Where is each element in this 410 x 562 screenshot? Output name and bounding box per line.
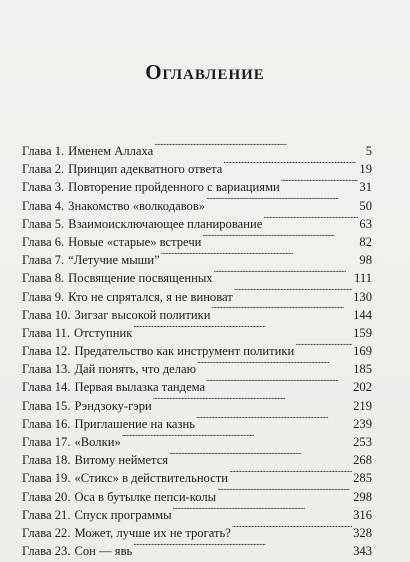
chapter-title: Первая вылазка тандема bbox=[74, 380, 206, 395]
chapter-title: Рэндзоку-гэри bbox=[74, 398, 152, 413]
page-number: 98 bbox=[359, 253, 372, 268]
chapter-number: Глава 11. bbox=[22, 325, 71, 340]
dot-leader bbox=[212, 301, 353, 319]
chapter-number: Глава 2. bbox=[22, 162, 65, 177]
chapter-number: Глава 4. bbox=[22, 198, 65, 213]
page-number: 268 bbox=[353, 453, 372, 468]
chapter-number: Глава 21. bbox=[22, 507, 71, 522]
dot-leader bbox=[161, 246, 359, 264]
chapter-title: Приглашение на казнь bbox=[74, 416, 195, 431]
chapter-title: Зигзаг высокой политики bbox=[74, 307, 211, 322]
page-number: 239 bbox=[353, 416, 372, 431]
chapter-title: “Летучие мыши” bbox=[68, 253, 160, 268]
bleed-through-text bbox=[240, 40, 400, 130]
chapter-number: Глава 7. bbox=[22, 253, 65, 268]
page-number: 111 bbox=[354, 271, 372, 286]
page-number: 159 bbox=[353, 325, 372, 340]
chapter-number: Глава 17. bbox=[22, 435, 71, 449]
page-number: 253 bbox=[353, 435, 372, 449]
dot-leader bbox=[295, 337, 352, 355]
chapter-number: Глава 22. bbox=[22, 525, 71, 540]
dot-leader bbox=[229, 464, 352, 482]
chapter-title: Именем Аллаха bbox=[68, 144, 154, 158]
page-number: 316 bbox=[353, 507, 372, 522]
chapter-number: Глава 12. bbox=[22, 344, 71, 359]
chapter-title: Оса в бутылке пепси-колы bbox=[74, 489, 217, 504]
dot-leader bbox=[153, 392, 352, 410]
chapter-title: Новые «старые» встречи bbox=[68, 234, 202, 249]
dot-leader bbox=[202, 228, 358, 246]
page-number: 328 bbox=[353, 525, 372, 540]
dot-leader bbox=[217, 483, 352, 501]
page-number: 19 bbox=[359, 162, 372, 177]
chapter-title: «Волки» bbox=[74, 435, 121, 449]
chapter-title: Витому неймется bbox=[74, 453, 169, 468]
page-number: 298 bbox=[353, 489, 372, 504]
dot-leader bbox=[173, 501, 353, 519]
dot-leader bbox=[133, 319, 352, 337]
chapter-title: Взаимоисключающее планирование bbox=[68, 216, 263, 231]
page-number: 5 bbox=[365, 144, 372, 158]
chapter-number: Глава 18. bbox=[22, 453, 71, 468]
page-number: 50 bbox=[359, 198, 372, 213]
chapter-title: Посвящение посвященных bbox=[68, 271, 213, 286]
dot-leader bbox=[196, 410, 352, 428]
chapter-title: Знакомство «волкодавов» bbox=[68, 198, 206, 213]
chapter-number: Глава 5. bbox=[22, 216, 65, 231]
dot-leader bbox=[169, 446, 352, 464]
page-number: 63 bbox=[359, 216, 372, 231]
chapter-number: Глава 13. bbox=[22, 362, 71, 377]
chapter-title: Повторение пройденного с вариациями bbox=[68, 180, 280, 195]
dot-leader bbox=[234, 283, 352, 301]
chapter-title: Отступник bbox=[74, 325, 133, 340]
toc-entry bbox=[22, 137, 372, 158]
dot-leader bbox=[214, 264, 353, 282]
chapter-title: «Стикс» в действительности bbox=[74, 471, 228, 486]
chapter-number: Глава 14. bbox=[22, 380, 71, 395]
chapter-number: Глава 19. bbox=[22, 471, 71, 486]
dot-leader bbox=[122, 428, 352, 446]
dot-leader bbox=[197, 355, 352, 373]
chapter-number: Глава 8. bbox=[22, 271, 65, 286]
dot-leader bbox=[154, 137, 364, 155]
page-number: 343 bbox=[353, 544, 372, 559]
page-number: 185 bbox=[353, 362, 372, 377]
dot-leader bbox=[223, 155, 358, 173]
page-title: Оглавление bbox=[145, 60, 265, 84]
dot-leader bbox=[133, 537, 352, 555]
page-number: 130 bbox=[353, 289, 372, 304]
chapter-title: Может, лучше их не трогать? bbox=[74, 525, 231, 540]
chapter-number: Глава 15. bbox=[22, 398, 71, 413]
dot-leader bbox=[281, 173, 359, 191]
chapter-title: Предательство как инструмент политики bbox=[74, 344, 295, 359]
dot-leader bbox=[232, 519, 352, 537]
chapter-number: Глава 9. bbox=[22, 289, 65, 304]
chapter-title: Сон — явь bbox=[74, 544, 133, 559]
chapter-number: Глава 3. bbox=[22, 180, 65, 195]
page-number: 82 bbox=[359, 234, 372, 249]
chapter-title: Кто не спрятался, я не виноват bbox=[68, 289, 233, 304]
chapter-number: Глава 1. bbox=[22, 144, 65, 158]
chapter-number: Глава 16. bbox=[22, 416, 71, 431]
chapter-title: Спуск программы bbox=[74, 507, 172, 522]
chapter-title: Принцип адекватного ответа bbox=[68, 162, 223, 177]
dot-leader bbox=[206, 373, 352, 391]
chapter-number: Глава 20. bbox=[22, 489, 71, 504]
page-number: 144 bbox=[353, 307, 372, 322]
chapter-number: Глава 10. bbox=[22, 307, 71, 322]
dot-leader bbox=[263, 210, 358, 228]
page-number: 285 bbox=[353, 471, 372, 486]
page-number: 219 bbox=[353, 398, 372, 413]
dot-leader bbox=[206, 192, 358, 210]
page-number: 31 bbox=[359, 180, 372, 195]
chapter-number: Глава 23. bbox=[22, 544, 71, 559]
page-number: 169 bbox=[353, 344, 372, 359]
table-of-contents bbox=[22, 137, 372, 559]
chapter-number: Глава 6. bbox=[22, 234, 65, 249]
chapter-title: Дай понять, что делаю bbox=[74, 362, 197, 377]
page-number: 202 bbox=[353, 380, 372, 395]
